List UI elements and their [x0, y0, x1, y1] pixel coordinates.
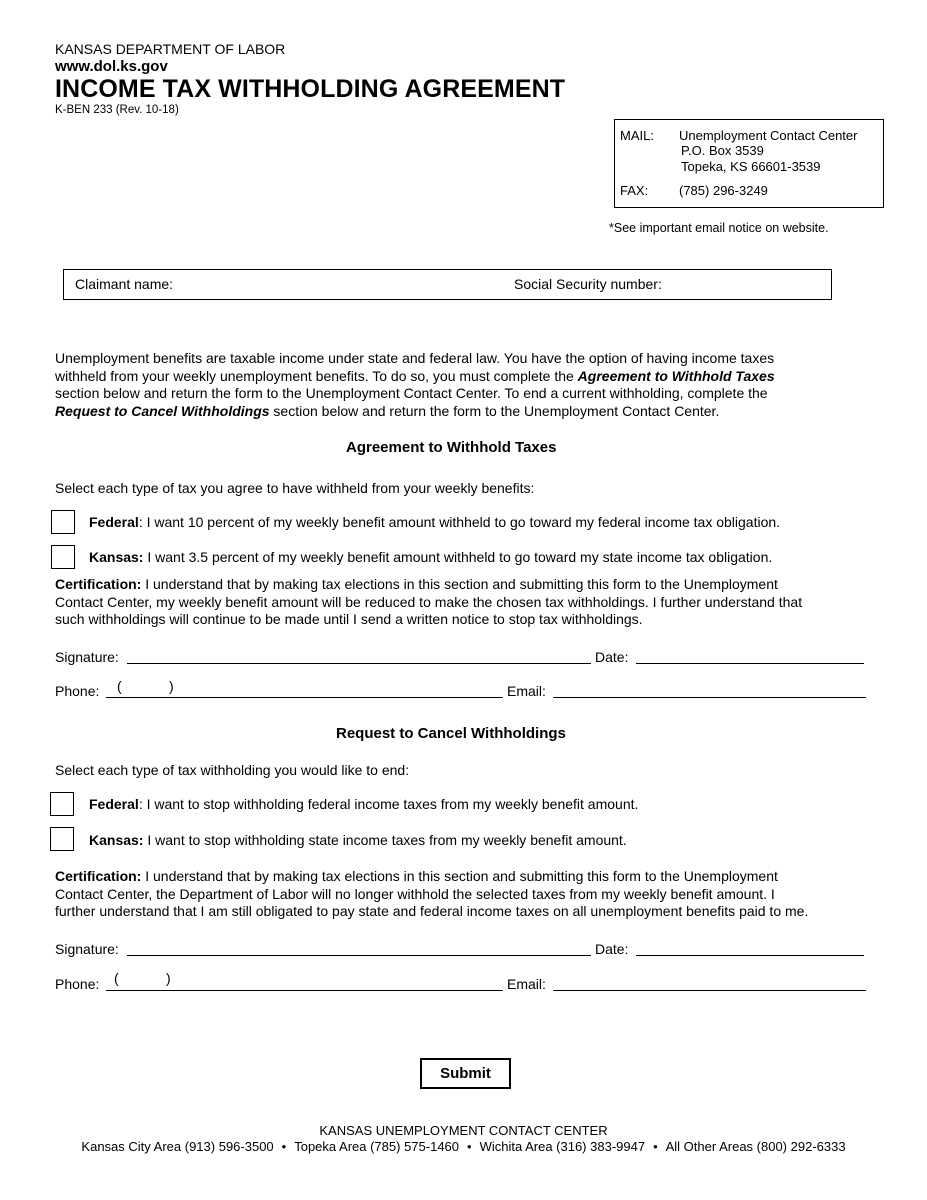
intro-text: section below and return the form to the Unemployment Contact Center.: [269, 402, 720, 419]
date-line[interactable]: [636, 663, 864, 664]
agreement-certification: [55, 576, 870, 629]
intro-text: withheld from your weekly unemployment benefits. To do so, you must complete the: [55, 367, 578, 384]
date-line[interactable]: [636, 955, 864, 956]
certification-line: [55, 868, 870, 886]
fax-label: FAX:: [620, 183, 649, 198]
department-name: KANSAS DEPARTMENT OF LABOR: [55, 41, 286, 57]
fax-number: (785) 296-3249: [679, 183, 768, 198]
certification-line: such withholdings will continue to be made until I send a written notice to stop tax withholdings.: [55, 611, 643, 627]
agreement-instruction: Select each type of tax you agree to have withheld from your weekly benefits:: [55, 480, 535, 496]
page-title: INCOME TAX WITHHOLDING AGREEMENT: [55, 75, 566, 103]
phone-label: Phone:: [55, 976, 100, 992]
federal-withhold-option: [89, 514, 780, 530]
certification-text: I understand that by making tax elections in this section and submitting this form to the Unemployment: [141, 868, 778, 884]
cancel-heading: Request to Cancel Withholdings: [336, 725, 566, 742]
footer-separator: •: [281, 1139, 287, 1154]
intro-line: [55, 368, 870, 386]
certification-line: further understand that I am still obligated to pay state and federal income taxes on all unemployment benefits paid to me.: [55, 903, 809, 919]
signature-line[interactable]: [127, 955, 591, 956]
federal-cancel-option: [89, 796, 638, 812]
area-code-close: ): [169, 678, 174, 694]
footer-center-name: KANSAS UNEMPLOYMENT CONTACT CENTER: [319, 1123, 608, 1138]
intro-emphasis: Agreement to Withhold Taxes: [577, 367, 775, 384]
date-label: Date:: [595, 941, 629, 957]
signature-label: Signature:: [55, 941, 119, 957]
footer-topeka-phone: Topeka Area (785) 575-1460: [294, 1139, 460, 1154]
intro-line: section below and return the form to the Unemployment Contact Center. To end a current withholding, complete the: [55, 385, 768, 401]
footer-wichita-phone: Wichita Area (316) 383-9947: [479, 1139, 646, 1154]
kansas-withhold-checkbox[interactable]: [51, 545, 75, 569]
intro-line: Unemployment benefits are taxable income under state and federal law. You have the option of having income taxes: [55, 350, 775, 366]
kansas-label: Kansas:: [89, 549, 144, 565]
claimant-name-label: Claimant name:: [75, 276, 174, 292]
website-link[interactable]: www.dol.ks.gov: [55, 58, 168, 75]
ssn-label: Social Security number:: [514, 276, 662, 292]
federal-label: Federal: [89, 796, 139, 812]
kansas-cancel-checkbox[interactable]: [50, 827, 74, 851]
certification-text: I understand that by making tax elections in this section and submitting this form to the Unemployment: [141, 576, 778, 592]
cancel-certification: [55, 868, 870, 921]
federal-label: Federal: [89, 514, 139, 530]
phone-label: Phone:: [55, 683, 100, 699]
federal-text: : I want to stop withholding federal income taxes from my weekly benefit amount.: [138, 796, 639, 812]
phone-line[interactable]: [106, 990, 503, 991]
intro-paragraph: [55, 350, 870, 420]
submit-button[interactable]: Submit: [420, 1058, 511, 1089]
signature-label: Signature:: [55, 649, 119, 665]
email-label: Email:: [507, 683, 546, 699]
email-line[interactable]: [553, 697, 866, 698]
certification-line: [55, 576, 870, 594]
date-label: Date:: [595, 649, 629, 665]
area-code-open: (: [114, 970, 119, 986]
federal-withhold-checkbox[interactable]: [51, 510, 75, 534]
email-line[interactable]: [553, 990, 866, 991]
certification-line: Contact Center, my weekly benefit amount will be reduced to make the chosen tax withholdings. I further understand that: [55, 593, 803, 610]
intro-emphasis: Request to Cancel Withholdings: [55, 402, 270, 419]
federal-cancel-checkbox[interactable]: [50, 792, 74, 816]
area-code-open: (: [117, 678, 122, 694]
certification-label: Certification:: [55, 868, 142, 884]
certification-line: Contact Center, the Department of Labor will no longer withhold the selected taxes from my weekly benefit amount. I: [55, 885, 775, 902]
footer-separator: •: [653, 1139, 658, 1154]
kansas-withhold-option: [89, 549, 772, 565]
area-code-close: ): [166, 970, 171, 986]
mailing-address-box: [614, 119, 884, 208]
kansas-label: Kansas:: [89, 832, 144, 848]
intro-line: [55, 403, 870, 421]
claimant-info-box[interactable]: [63, 269, 832, 300]
address-line-1: Unemployment Contact Center: [679, 128, 858, 143]
phone-line[interactable]: [106, 697, 503, 698]
footer-phone-numbers: [0, 1139, 927, 1154]
address-line-3: Topeka, KS 66601-3539: [681, 159, 821, 174]
mail-label: MAIL:: [620, 128, 654, 143]
agreement-heading: Agreement to Withhold Taxes: [346, 439, 557, 456]
kansas-text: I want 3.5 percent of my weekly benefit amount withheld to go toward my state income tax obligation.: [143, 549, 773, 565]
form-number: K-BEN 233 (Rev. 10-18): [55, 104, 179, 116]
cancel-instruction: Select each type of tax withholding you would like to end:: [55, 762, 410, 778]
address-line-2: P.O. Box 3539: [681, 143, 764, 158]
footer-kc-phone: Kansas City Area (913) 596-3500: [81, 1139, 274, 1154]
kansas-cancel-option: [89, 832, 627, 848]
federal-text: : I want 10 percent of my weekly benefit amount withheld to go toward my federal income tax obligation.: [138, 514, 781, 530]
footer-separator: •: [467, 1139, 472, 1154]
signature-line[interactable]: [127, 663, 591, 664]
certification-label: Certification:: [55, 576, 142, 592]
email-label: Email:: [507, 976, 546, 992]
footer-other-phone: All Other Areas (800) 292-6333: [665, 1139, 846, 1154]
kansas-text: I want to stop withholding state income taxes from my weekly benefit amount.: [143, 832, 627, 848]
email-notice: *See important email notice on website.: [609, 221, 829, 235]
